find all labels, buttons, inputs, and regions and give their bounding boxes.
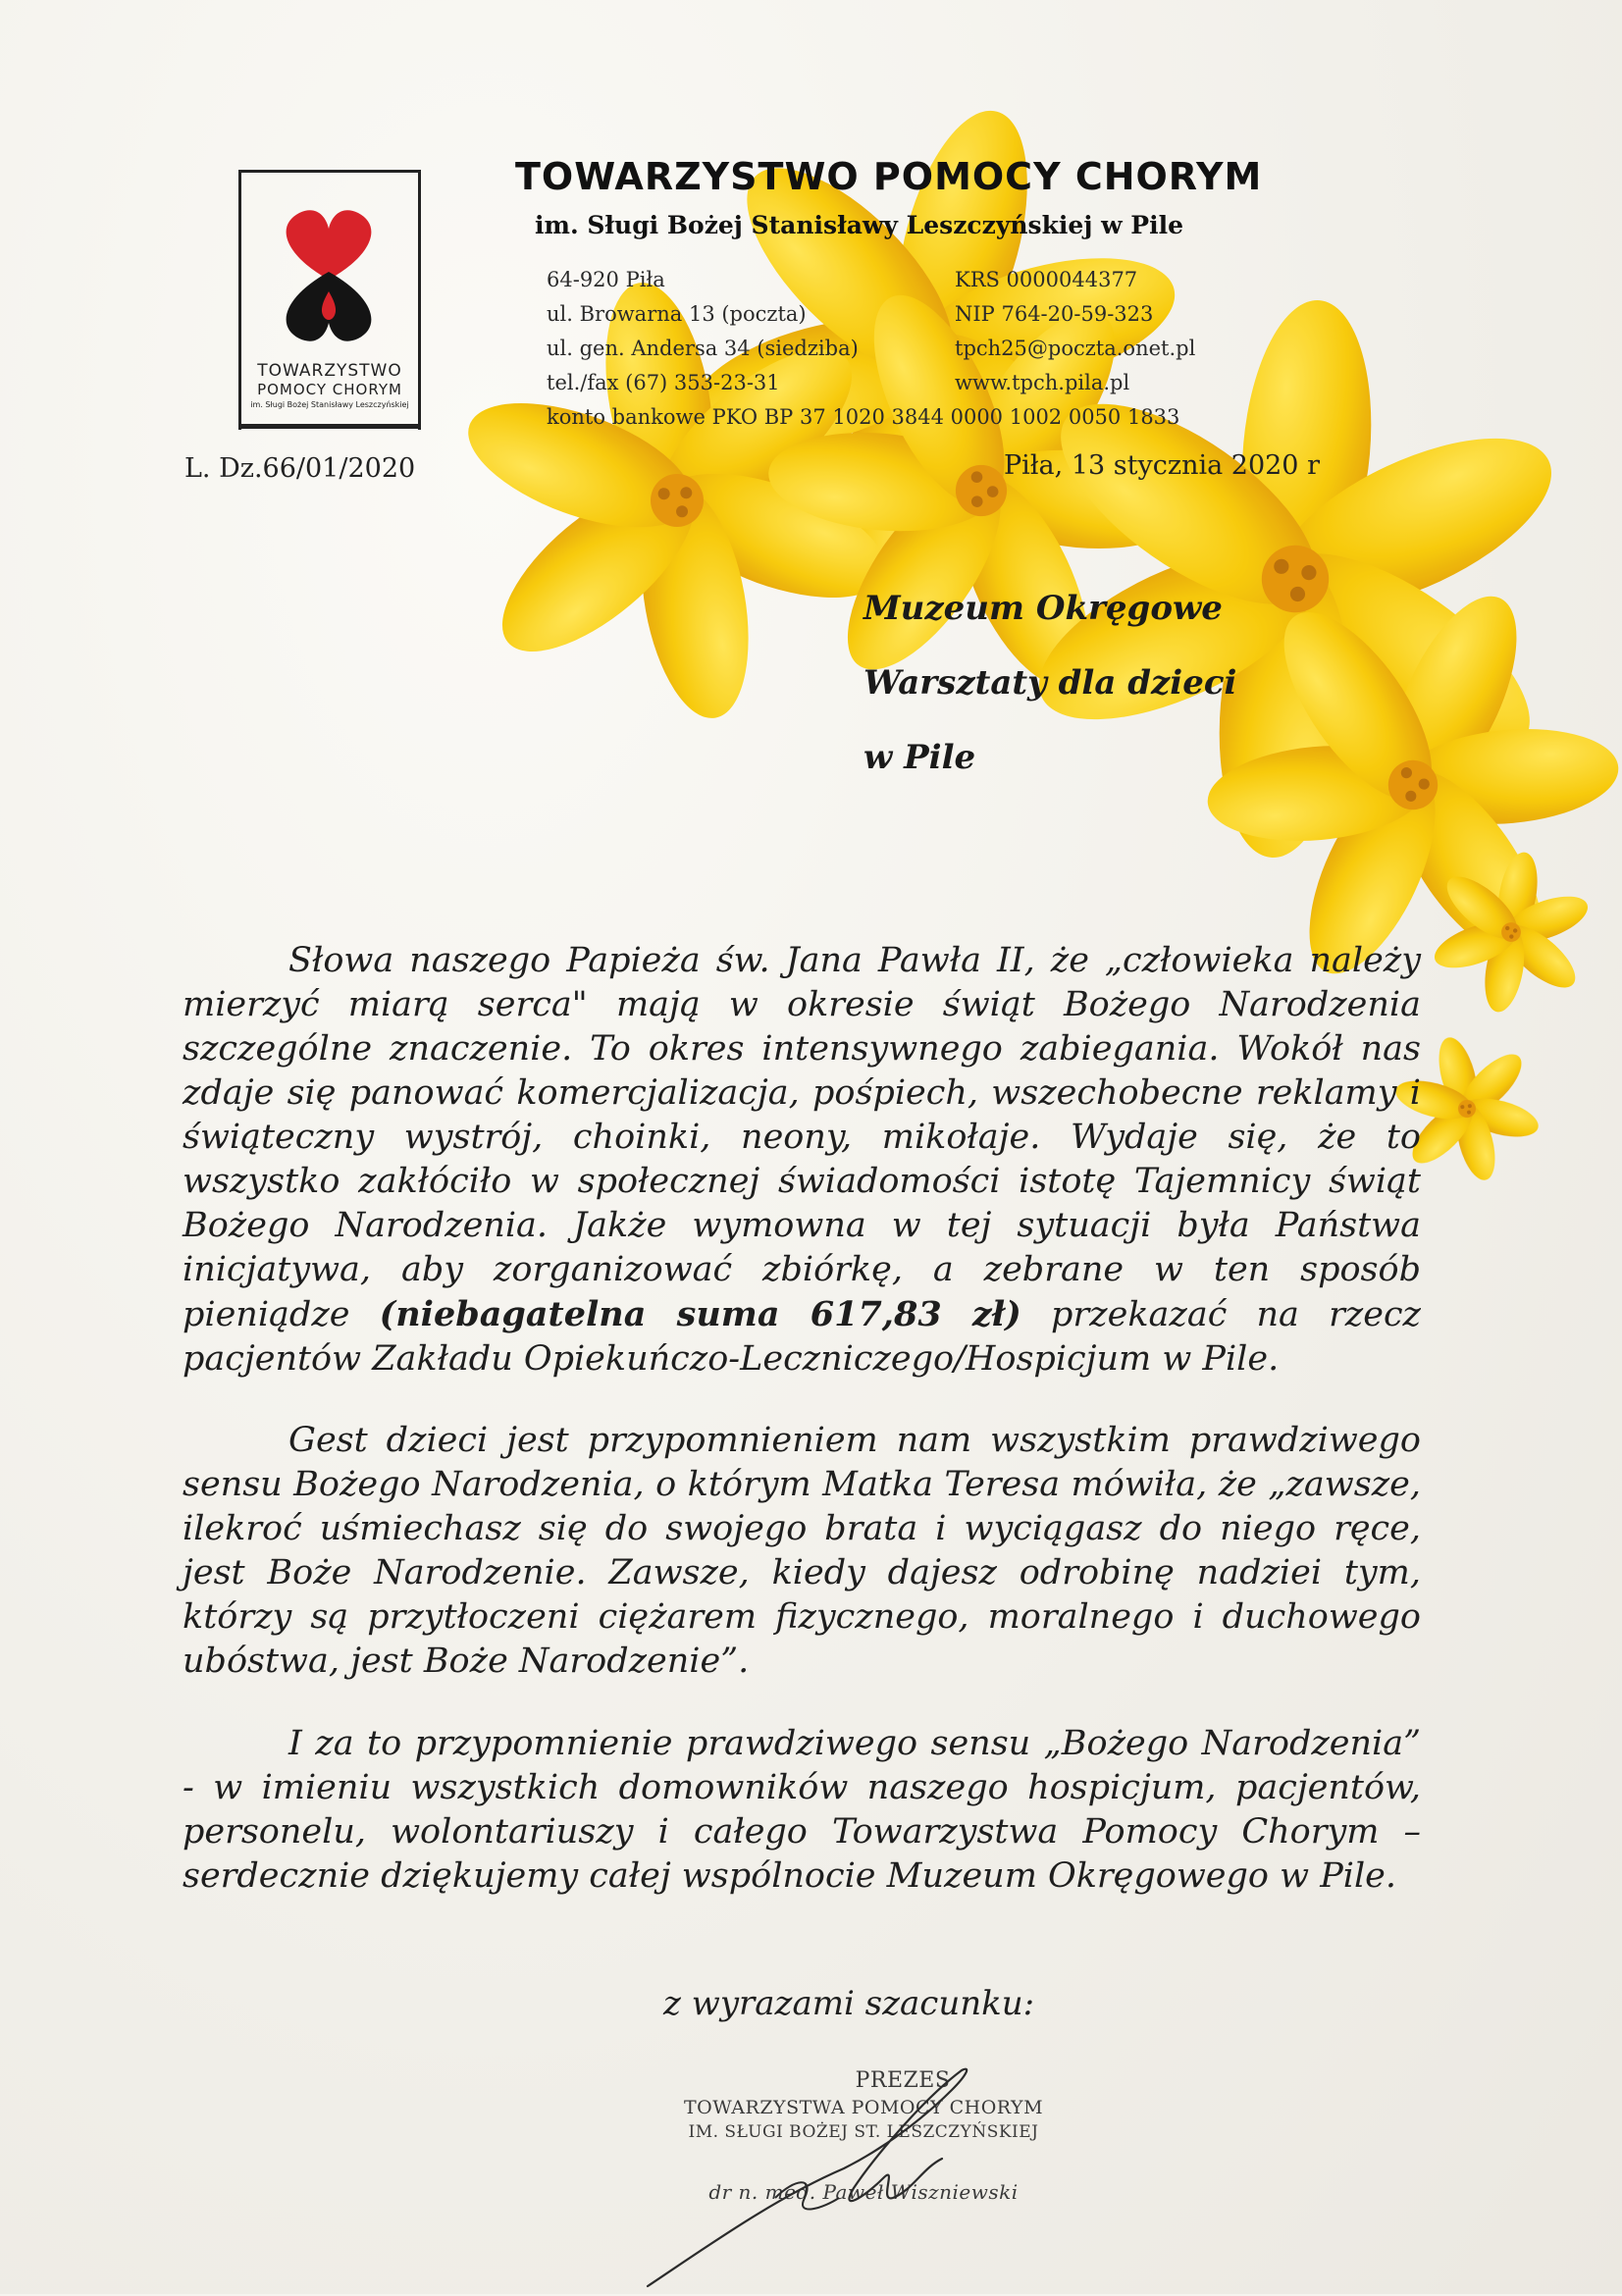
logo-text-line1: TOWARZYSTWO (257, 361, 402, 381)
closing-phrase: z wyrazami szacunku: (663, 1984, 1035, 2023)
paragraph-1-text: Słowa naszego Papieża św. Jana Pawła II, że „człowieka należy mierzyć miarą serca" mają w okresie świąt Bożego Narodzenia szczególne znaczenie. To okres intensywnego zabiegania. Wokół nas zdaje się panować komercjalizacja, pośpiech, wszechobecne reklamy i świąteczny wystrój, choinki, neony, mikołaje. Wydaje się, że to wszystko zakłóciło w społecznej świadomości istotę Tajemnicy świąt Bożego Narodzenia. Jakże wymowna w tej sytuacji była Państwa inicjatywa, aby zorganizować zbiórkę, a zebrane w ten sposób pieniądze (183, 941, 1421, 1334)
letter-body (183, 939, 1421, 1382)
stamp-patron: IM. SŁUGI BOŻEJ ST. LESZCZYŃSKIEJ (688, 2122, 1039, 2142)
stamp-organization: TOWARZYSTWA POMOCY CHORYM (683, 2097, 1044, 2118)
paragraph-1 (183, 939, 1421, 1382)
paragraph-1-end: przekazać na rzecz pacjentów Zakładu Opiekuńczo-Leczniczego/Hospicjum w Pile. (183, 1295, 1422, 1379)
paragraph-3: I za to przypomnienie prawdziwego sensu „Bożego Narodzenia” - w imieniu wszystkich domowników naszego hospicjum, pacjentów, personelu, wolontariuszy i całego Towarzystwa Pomocy Chorym – serdecznie dziękujemy całej wspólnocie Muzeum Okręgowego w Pile. (183, 1724, 1421, 1896)
nip-number: NIP 764-20-59-323 (955, 302, 1154, 326)
logo-frame-bottom (238, 424, 421, 429)
donation-amount: (niebagatelna suma 617,83 zł) (379, 1294, 1021, 1334)
recipient-line2: Warsztaty dla dzieci (863, 663, 1237, 703)
letter-date: Piła, 13 stycznia 2020 r (1004, 450, 1320, 481)
recipient-line1: Muzeum Okręgowe (863, 589, 1223, 628)
address-line: ul. Browarna 13 (poczta) (547, 302, 807, 326)
reference-number: L. Dz.66/01/2020 (184, 453, 416, 484)
website-link[interactable]: www.tpch.pila.pl (955, 371, 1130, 394)
letter-body-3 (183, 1722, 1421, 1899)
address-block (547, 263, 859, 400)
heart-logo-icon (265, 201, 392, 348)
recipient-line3: w Pile (863, 738, 976, 777)
address-line: tel./fax (67) 353-23-31 (547, 371, 780, 394)
organization-subtitle: im. Sługi Bożej Stanisławy Leszczyńskiej w Pile (535, 211, 1184, 239)
stamp-title: PREZES (855, 2068, 951, 2093)
address-line: 64-920 Piła (547, 268, 665, 291)
bank-account: konto bankowe PKO BP 37 1020 3844 0000 1002 0050 1833 (547, 405, 1180, 429)
letter-body-2 (183, 1419, 1421, 1684)
logo-text-line2: POMOCY CHORYM (257, 381, 402, 398)
organization-name: TOWARZYSTWO POMOCY CHORYM (515, 155, 1263, 198)
krs-number: KRS 0000044377 (955, 268, 1138, 291)
address-line: ul. gen. Andersa 34 (siedziba) (547, 337, 859, 360)
signatory-name: dr n. med. Paweł Wiszniewski (708, 2180, 1019, 2204)
paragraph-2: Gest dzieci jest przypomnieniem nam wszystkim prawdziwego sensu Bożego Narodzenia, o którym Matka Teresa mówiła, że „zawsze, ilekroć uśmiechasz się do swojego brata i wyciągasz do niego ręce, jest Boże Narodzenie. Zawsze, kiedy dajesz odrobinę nadziei tym, którzy są przytłoczeni ciężarem fizycznego, moralnego i duchowego ubóstwa, jest Boże Narodzenie”. (183, 1421, 1421, 1681)
contact-block (955, 263, 1195, 400)
handwritten-signature (628, 2051, 1079, 2296)
logo-text-line3: im. Sługi Bożej Stanisławy Leszczyńskiej (250, 400, 409, 409)
email-link[interactable]: tpch25@poczta.onet.pl (955, 337, 1196, 360)
